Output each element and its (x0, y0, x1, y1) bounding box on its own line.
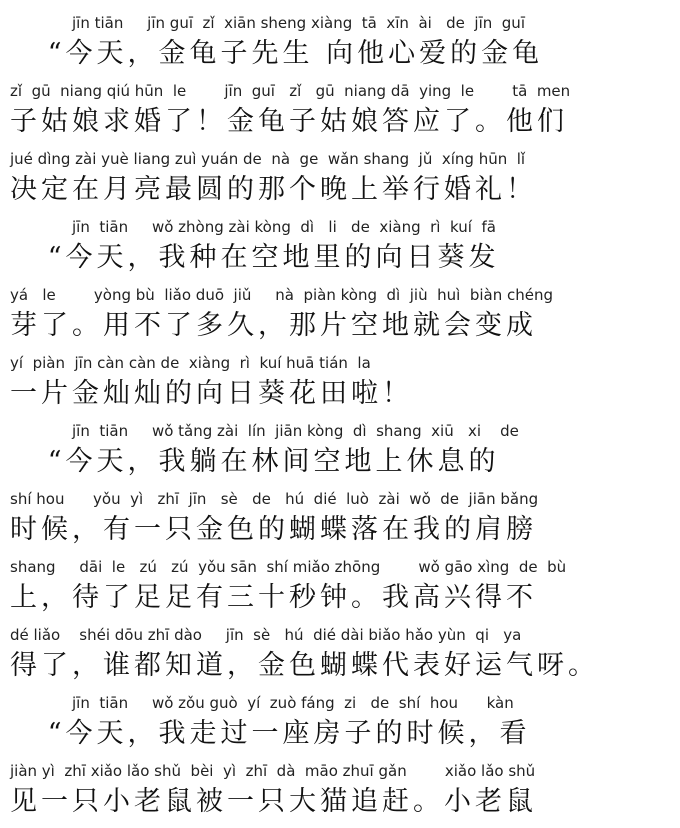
hanzi-line-7: “今天，我躺在林间空地上休息的 (10, 446, 500, 477)
pinyin-line-7: jīn tiān wǒ tǎng zài lín jiān kòng dì shang xiū xi de (10, 422, 519, 440)
pinyin-line-1: jīn tiān jīn guī zǐ xiān sheng xiàng tā xīn ài de jīn guī (10, 14, 525, 32)
pinyin-line-2: zǐ gū niang qiú hūn le jīn guī zǐ gū niang dā ying le tā men (10, 82, 571, 100)
text-line-5 (10, 284, 660, 352)
text-line-11 (10, 692, 660, 760)
hanzi-line-6: 一片金灿灿的向日葵花田啦！ (10, 378, 413, 409)
hanzi-line-11: “今天，我走过一座房子的时候，看 (10, 718, 531, 749)
hanzi-line-3: 决定在月亮最圆的那个晚上举行婚礼！ (10, 174, 537, 205)
pinyin-line-8: shí hou yǒu yì zhī jīn sè de hú dié luò zài wǒ de jiān bǎng (10, 490, 539, 508)
text-line-3 (10, 148, 660, 216)
hanzi-line-9: 上，待了足足有三十秒钟。我高兴得不 (10, 582, 537, 613)
pinyin-line-11: jīn tiān wǒ zǒu guò yí zuò fáng zi de shí hou kàn (10, 694, 514, 712)
pinyin-line-6: yí piàn jīn càn càn de xiàng rì kuí huā tián la (10, 354, 371, 372)
pinyin-line-3: jué dìng zài yuè liang zuì yuán de nà ge wǎn shang jǔ xíng hūn lǐ (10, 150, 526, 168)
text-line-12 (10, 760, 660, 828)
hanzi-line-4: “今天，我种在空地里的向日葵发 (10, 242, 500, 273)
text-line-10 (10, 624, 660, 692)
hanzi-line-1: “今天，金龟子先生 向他心爱的金龟 (10, 38, 544, 69)
text-line-6 (10, 352, 660, 420)
pinyin-line-4: jīn tiān wǒ zhòng zài kòng dì li de xiàng rì kuí fā (10, 218, 496, 236)
hanzi-line-12: 见一只小老鼠被一只大猫追赶。小老鼠 (10, 786, 537, 817)
pinyin-line-10: dé liǎo shéi dōu zhī dào jīn sè hú dié dài biǎo hǎo yùn qi ya (10, 626, 522, 644)
text-line-4 (10, 216, 660, 284)
text-line-9 (10, 556, 660, 624)
pinyin-line-9: shang dāi le zú zú yǒu sān shí miǎo zhōng wǒ gāo xìng de bù (10, 558, 567, 576)
text-line-2 (10, 80, 660, 148)
text-line-8 (10, 488, 660, 556)
pinyin-line-5: yá le yòng bù liǎo duō jiǔ nà piàn kòng dì jiù huì biàn chéng (10, 286, 553, 304)
hanzi-line-10: 得了，谁都知道，金色蝴蝶代表好运气呀。 (10, 650, 599, 681)
hanzi-line-8: 时候，有一只金色的蝴蝶落在我的肩膀 (10, 514, 537, 545)
hanzi-line-5: 芽了。用不了多久，那片空地就会变成 (10, 310, 537, 341)
hanzi-line-2: 子姑娘求婚了！金龟子姑娘答应了。他们 (10, 106, 568, 137)
text-line-7 (10, 420, 660, 488)
pinyin-line-12: jiàn yì zhī xiǎo lǎo shǔ bèi yì zhī dà māo zhuī gǎn xiǎo lǎo shǔ (10, 762, 536, 780)
text-line-1 (10, 12, 660, 80)
